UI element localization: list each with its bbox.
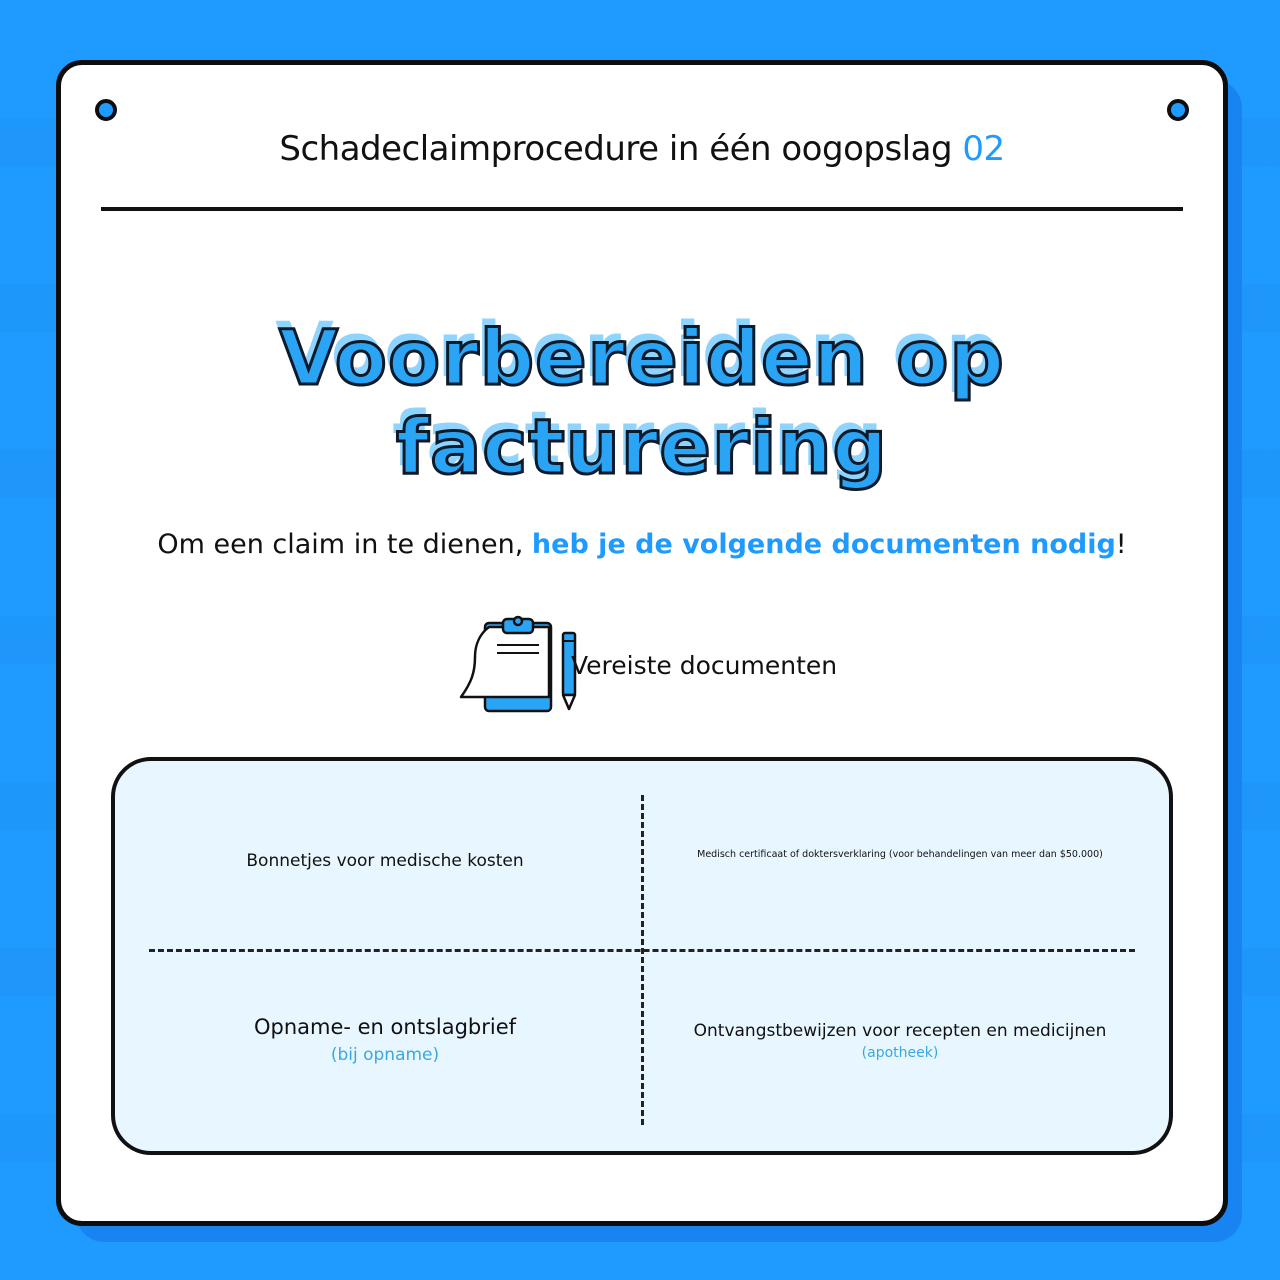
header-title-text: Schadeclaimprocedure in één oogopslag bbox=[279, 129, 953, 169]
vertical-divider bbox=[641, 795, 644, 1125]
document-item-admission-letter bbox=[155, 1015, 615, 1065]
page-title: Voorbereiden op facturering bbox=[279, 313, 1005, 491]
subtitle-prefix: Om een claim in te dienen, bbox=[157, 529, 532, 560]
info-card bbox=[56, 60, 1228, 1226]
document-item-note: (apotheek) bbox=[861, 1045, 939, 1061]
header-title bbox=[61, 129, 1223, 169]
pin-hole-left bbox=[95, 99, 117, 121]
document-item-label: Ontvangstbewijzen voor recepten en medicijnen bbox=[693, 1021, 1107, 1041]
document-item-label: Bonnetjes voor medische kosten bbox=[246, 851, 524, 871]
documents-panel bbox=[111, 757, 1173, 1155]
document-item-receipts bbox=[155, 851, 615, 871]
pin-hole-right bbox=[1167, 99, 1189, 121]
document-item-label: Opname- en ontslagbrief bbox=[253, 1015, 517, 1039]
documents-heading-label: Vereiste documenten bbox=[571, 651, 838, 680]
documents-heading bbox=[453, 613, 873, 713]
subtitle-highlight: heb je de volgende documenten nodig bbox=[531, 529, 1116, 560]
header-divider bbox=[101, 207, 1183, 211]
document-item-label: Medisch certificaat of doktersverklaring (voor behandelingen van meer dan $50.000) bbox=[697, 849, 1103, 860]
document-item-prescriptions bbox=[665, 1021, 1135, 1061]
subtitle bbox=[61, 529, 1223, 560]
horizontal-divider bbox=[149, 949, 1135, 952]
clipboard-pencil-icon bbox=[453, 613, 583, 713]
subtitle-suffix: ! bbox=[1115, 529, 1127, 560]
header-number: 02 bbox=[962, 129, 1005, 169]
document-item-certificate bbox=[665, 849, 1135, 860]
document-item-note: (bij opname) bbox=[330, 1045, 440, 1065]
